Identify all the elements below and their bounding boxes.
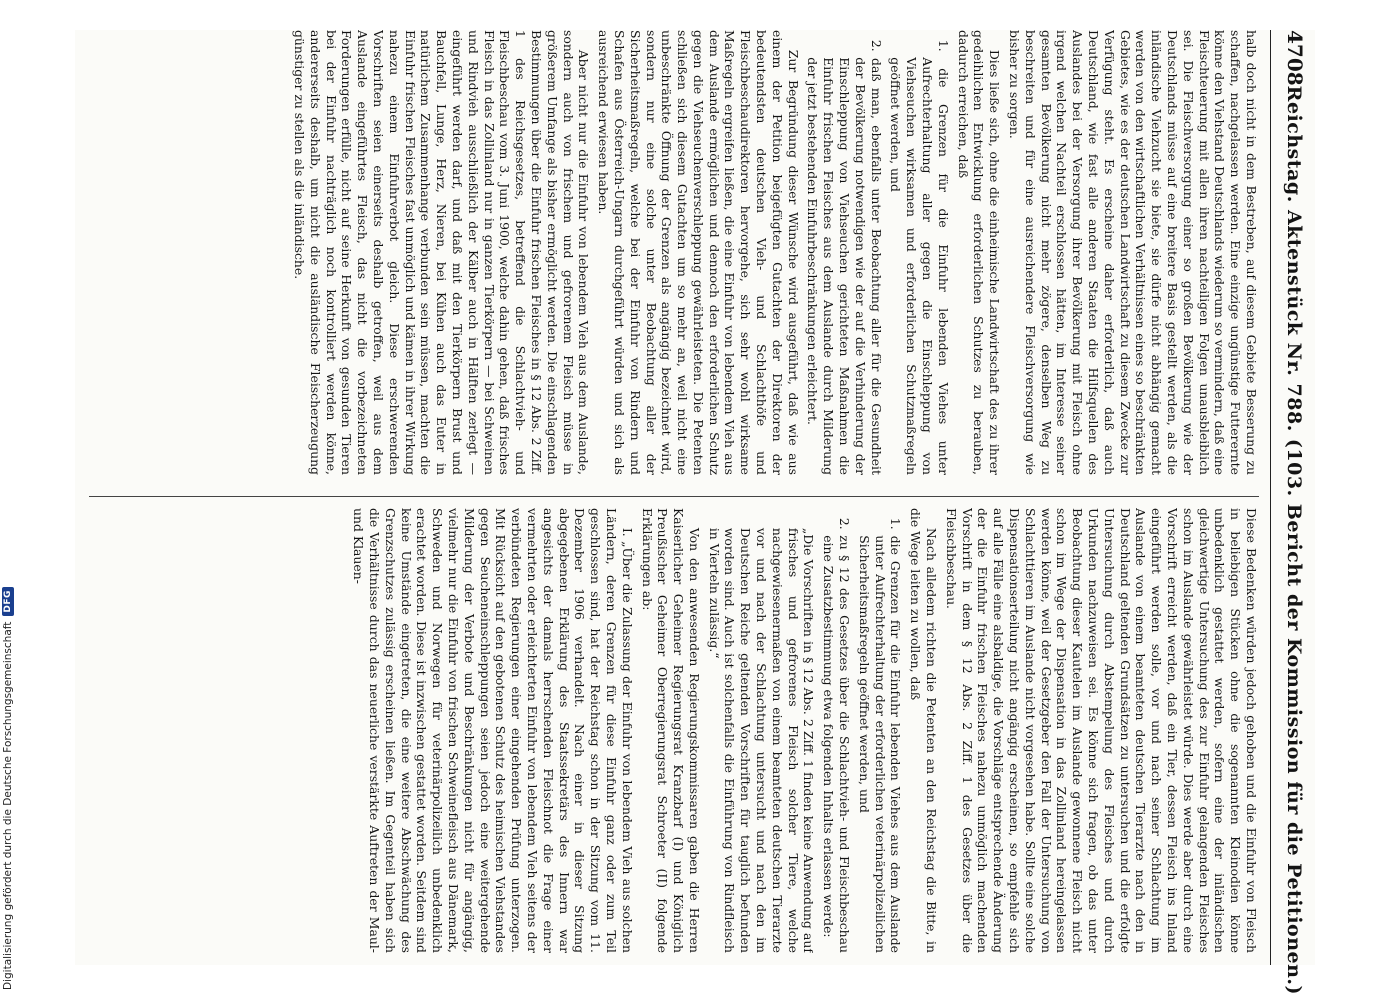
page-header: [1270, 30, 1307, 996]
column-divider: [89, 496, 1259, 497]
scanned-page-frame: [70, 30, 1315, 996]
dfg-logo-icon: DFG: [2, 587, 14, 616]
paragraph: Nach alledem richten die Petenten an den Reichstag die Bitte, in die Wege leiten zu wollen, daß: [908, 508, 940, 953]
page-number: 4708: [1283, 30, 1307, 86]
paragraph: I. „Über die Zulassung der Einfuhr von lebendem Vieh aus solchen Ländern, deren Grenzen für diese Einfuhr ganz oder zum Teil geschlossen sind, hat der Reichstag schon in der Sitzung vom 11. Dezember 1906 verhandelt. Nach einer in dieser Sitzung abgegebenen Erklärung des Staatssekretärs des Innern war angesichts der damals herrschenden Fleischnot die Frage einer vermehrten oder erleichterten Einfuhr von lebendem Vieh seitens der verbündeten Regierungen einer eingehenden Prüfung unterzogen. Mit Rücksicht auf den gebotenen Schutz des heimischen Viehstandes gegen Seucheneinschleppungen seien jedoch eine weitergehende Milderung der Verbote und Beschränkungen nicht für angängig, vielmehr nur die Einfuhr von frischen Schweinefleisch aus Dänemark, Schweden und Norwegen für veterinärpolizeilich unbedenklich erachtet worden. Diese ist inzwischen gestattet worden. Seitdem sind keine Umstände eingetreten, die eine weitere Abschwächung des Grenzschutzes zulässig erscheinen ließen. Im Gegenteil haben sich die Verhältnisse durch das neuerliche verstärkte Auftreten der Maul- und Klauen-: [351, 508, 635, 953]
left-text-column: [84, 30, 1259, 475]
list-item: 1. die Grenzen für die Einfuhr lebenden Viehes aus dem Auslande unter Aufrechterhaltung der erforderlichen veterinärpolizeilichen Sicherheitsmaßregeln geöffnet werden, und: [856, 517, 904, 953]
paragraph: halb doch nicht in dem Bestreben, auf diesem Gebiete Besserung zu schaffen, nachgelassen werden. Eine einzige ungünstige Futterernte könne den Viehstand Deutschlands wiederum so vermindern, daß eine Fleischteuerung mit allen ihren nachteiligen Folgen unausbleiblich sei. Die Fleischversorgung einer so großen Bevölkerung wie der Deutschlands müsse auf eine breitere Basis gestellt werden, als die inländische Viehzucht sie biete, sie dürfe nicht abhängig gemacht werden von den wirtschaftlichen Verhältnissen eines so beschränkten Gebietes, wie es der deutschen Landwirtschaft zu diesem Zwecke zur Verfügung steht. Es erscheine daher erforderlich, daß auch Deutschland, wie fast alle anderen Staaten die Hilfsquellen des Auslandes bei der Versorgung ihrer Bevölkerung mit Fleisch ohne irgend welchen Nachteil erschlossen hätten, im Interesse seiner gesamten Bevölkerung nicht mehr zögere, denselben Weg zu beschreiten und für eine ausreichendere Fleischversorgung wie bisher zu sorgen.: [1007, 30, 1259, 475]
paragraph: Diese Bedenken würden jedoch gehoben und die Einfuhr von Fleisch in beliebigen Stücken ohne die sogenannten Kleinodien könne unbedenklich gestattet werden, sofern eine der inländischen gleichwertige Untersuchung des zur Einfuhr gelangenden Fleisches schon im Auslande gewährleistet würde. Dies werde aber durch eine Vorschrift erreicht werden, daß ein Tier, dessen Fleisch ins Inland eingeführt werden solle, vor und nach seiner Schlachtung im Auslande von einem beamteten deutschen Tierarzte nach den in Deutschland geltenden Grundsätzen zu untersuchen und die erfolgte Untersuchung durch Abstempelung des Fleisches und durch Urkunden nachzuweisen sei. Es könne sich fragen, ob das unter Beobachtung dieser Kautelen im Auslande gewonnene Fleisch nicht schon im Wege der Dispensation in das Zollinland hereingelassen werden könne, weil der Gesetzgeber den Fall der Untersuchung von Schlachttieren im Auslande nicht vorgesehen habe. Sollte eine solche Dispensationserteilung nicht angängig erscheinen, so empfehle sich auf alle Fälle eine alsbaldige, die Vorschläge entsprechende Änderung der die Einfuhr frischen Fleisches nahezu unmöglich machenden Vorschrift in dem § 12 Abs. 2 Ziff. 1 des Gesetzes über die Fleischbeschau.: [943, 508, 1259, 953]
quoted-provision: „Die Vorschriften in § 12 Abs. 2 Ziff. 1 finden keine Anwendung auf frisches und gefrorenes Fleisch solcher Tiere, welche nachgewiesenermaßen von einem beamteten deutschen Tierarzte vor und nach der Schlachtung untersucht und nach den im Deutschen Reiche geltenden Vorschriften für tauglich befunden worden sind. Auch ist solchenfalls die Einführung von Rindfleisch in Vierteln zulässig.“: [706, 527, 817, 953]
paragraph: Von den anwesenden Regierungskommissaren gaben die Herren Kaiserlicher Geheimer Regierungsrat Kranzbarf (I) und Königlich Preußischer Geheimer Oberregierungsrat Schroeter (II) folgende Erklärungen ab:: [639, 508, 702, 953]
right-text-column: [84, 508, 1259, 953]
list-item: 1. die Grenzen für die Einfuhr lebenden Viehes unter Aufrechterhaltung aller gegen die Einschleppung von Viehseuchen wirksamen und erforderlichen Schutzmaßregeln geöffnet werden, und: [888, 39, 951, 475]
page-title: Reichstag. Aktenstück Nr. 788. (103. Bericht der Kommission für die Petitionen.): [1283, 85, 1305, 996]
list-item: 2. zu § 12 des Gesetzes über die Schlachtvieh- und Fleischbeschau eine Zusatzbestimmung etwa folgenden Inhalts erlassen werde:: [821, 517, 853, 953]
paragraph: Aber nicht nur die Einfuhr von lebendem Vieh aus dem Auslande, sondern auch von frischem und gefrorenem Fleisch müsse in größerem Umfange als bisher ermöglicht werden. Die einschlagenden Bestimmungen über die Einfuhr frischen Fleisches in § 12 Abs. 2 Ziff. 1 des Reichsgesetzes, betreffend die Schlachtvieh- und Fleischbeschau vom 3. Juni 1900, welche dahin gehen, daß frisches Fleisch in das Zollinland nur in ganzen Tierkörpern — bei Schweinen und Rindvieh ausschließlich der Kälber auch in Hälften zerlegt — eingeführt werden darf, und daß mit den Tierkörpern Brust und Bauchfell, Lunge, Herz, Nieren, bei Kühen auch das Euter in natürlichem Zusammenhange verbunden sein müssen, machten die Einfuhr frischen Fleisches fast unmöglich und kämen in ihrer Wirkung nahezu einem Einfuhrverbot gleich. Diese erschwerenden Vorschriften seien einerseits deshalb getroffen, weil aus dem Auslande eingeführtes Fleisch, das nicht die vorbezeichneten Forderungen erfülle, nicht auf seine Herkunft von gesunden Tieren bei der Einfuhr nachträglich noch kontrolliert werden könne, andererseits deshalb, um nicht die ausländische Fleischerzeugung günstiger zu stellen als die inländische.: [291, 30, 592, 475]
digitization-notice-text: Digitalisierung gefördert durch die Deutsche Forschungsgemeinschaft: [2, 621, 14, 990]
list-item: 2. daß man, ebenfalls unter Beobachtung aller für die Gesundheit der Bevölkerung notwendigen wie der auf die Verhinderung der Einschleppung von Viehseuchen gerichteten Maßnahmen die Einfuhr frischen Fleisches aus dem Auslande durch Milderung der jetzt bestehenden Einfuhrbeschränkungen erleichtert.: [805, 39, 884, 475]
scanned-page: [75, 30, 1315, 996]
paragraph: Dies ließe sich, ohne die einheimische Landwirtschaft des zu ihrer gedeihlichen Entwicklung erforderlichen Schutzes zu berauben, dadurch erreichen, daß: [955, 30, 1003, 475]
digitization-notice: [2, 490, 24, 990]
paragraph: Zur Begründung dieser Wünsche wird ausgeführt, daß wie aus einem der Petition beigefügten Gutachten der Direktoren der bedeutendsten deutschen Vieh- und Schlachthöfe und Fleischbeschaudirektoren hervorgehe, sich sehr wohl wirksame Maßregeln ergreifen ließen, die eine Einfuhr von lebendem Vieh aus dem Auslande ermöglichen und dennoch den erforderlichen Schutz gegen die Viehseuchenverschleppung gewährleisteten. Die Petenten schließen sich diesem Gutachten um so mehr an, weil nicht eine unbeschränkte Öffnung der Grenzen als angängig bezeichnet wird, sondern nur eine solche unter Beobachtung aller der Sicherheitsmaßregeln, welche bei der Einfuhr von Rindern und Schafen aus Österreich-Ungarn durchgeführt würden und sich als ausreichend erwiesen haben.: [596, 30, 801, 475]
